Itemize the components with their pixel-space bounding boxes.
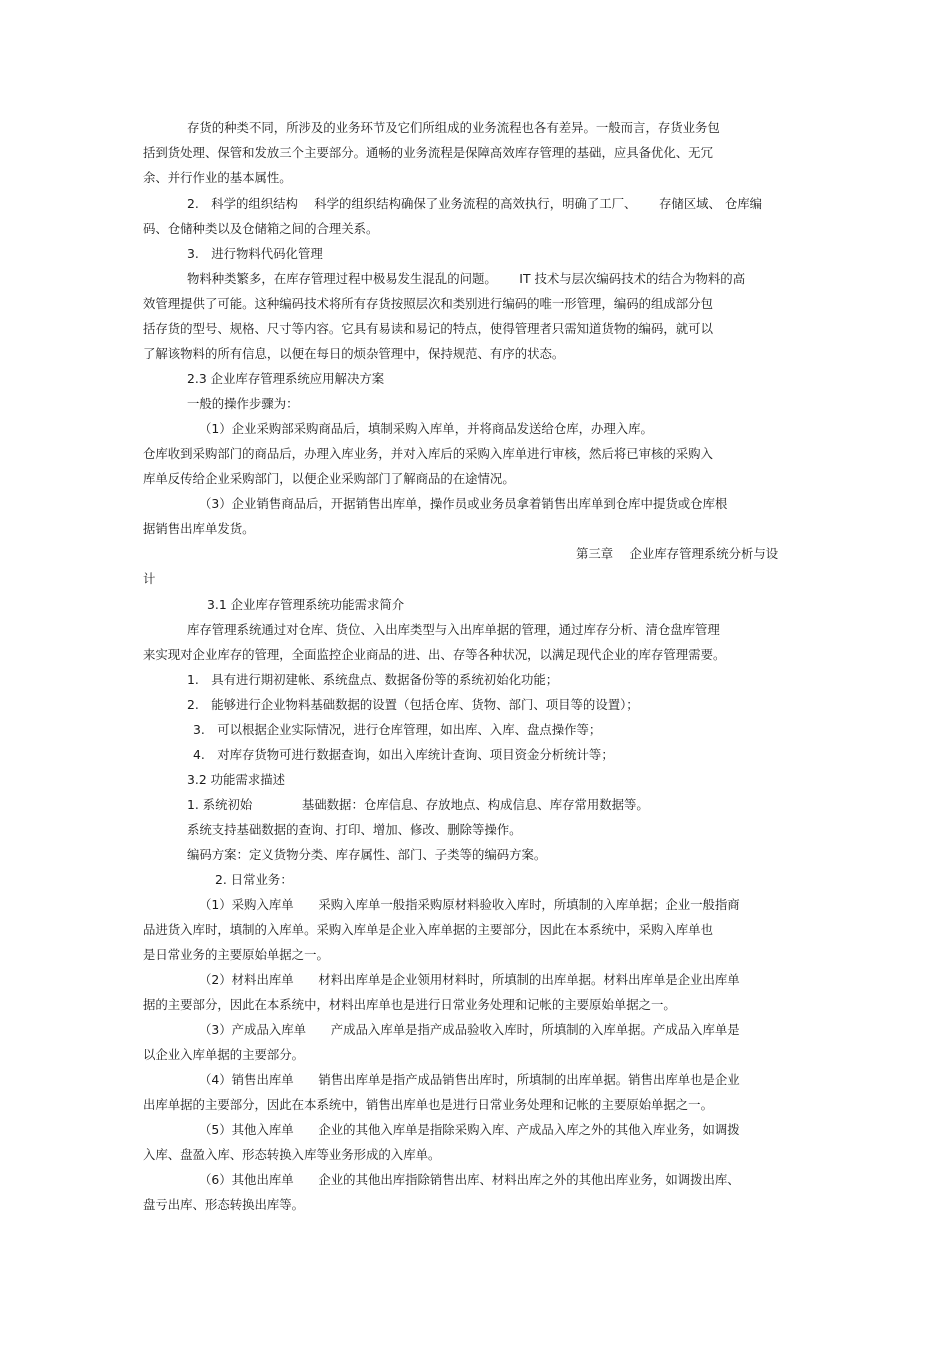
list-item: 3. 可以根据企业实际情况，进行仓库管理，如出库、入库、盘点操作等； [193,722,602,737]
chapter-heading-continuation: 计 [143,571,156,586]
text-line: 1. 系统初始 基础数据：仓库信息、存放地点、构成信息、库存常用数据等。 [187,797,649,812]
text-line: 盘亏出库、形态转换出库等。 [143,1197,305,1212]
text-line: 据销售出库单发货。 [143,521,255,536]
text-line: 码、仓储种类以及仓储箱之间的合理关系。 [143,221,379,236]
text-line: 效管理提供了可能。这种编码技术将所有存货按照层次和类别进行编码的唯一形管理，编码的组成部分包 [143,296,713,311]
text-line: 据的主要部分，因此在本系统中，材料出库单也是进行日常业务处理和记帐的主要原始单据之一。 [143,997,676,1012]
text-line: 来实现对企业库存的管理，全面监控企业商品的进、出、存等各种状况，以满足现代企业的库存管理需要。 [143,647,726,662]
section-heading: 3.2 功能需求描述 [187,772,285,787]
text-line: 括存货的型号、规格、尺寸等内容。它具有易读和易记的特点，使得管理者只需知道货物的编码，就可以 [143,321,713,336]
text-line: 存货的种类不同，所涉及的业务环节及它们所组成的业务流程也各有差异。一般而言，存货业务包 [187,120,720,135]
text-line: 了解该物料的所有信息，以便在每日的烦杂管理中，保持规范、有序的状态。 [143,346,565,361]
list-item: 1. 具有进行期初建帐、系统盘点、数据备份等的系统初始化功能； [187,672,559,687]
text-line: 品进货入库时，填制的入库单。采购入库单是企业入库单据的主要部分，因此在本系统中，采购入库单也 [143,922,713,937]
list-item: 2. 能够进行企业物料基础数据的设置（包括仓库、货物、部门、项目等的设置）； [187,697,639,712]
text-line: 编码方案：定义货物分类、库存属性、部门、子类等的编码方案。 [187,847,547,862]
text-line: 库单反传给企业采购部门，以便企业采购部门了解商品的在途情况。 [143,471,515,486]
text-line: （3）企业销售商品后，开据销售出库单，操作员或业务员拿着销售出库单到仓库中提货或仓库根 [199,496,728,511]
section-heading: 2.3 企业库存管理系统应用解决方案 [187,371,385,386]
text-line: （6）其他出库单 企业的其他出库指除销售出库、材料出库之外的其他出库业务，如调拨出库、 [199,1172,740,1187]
text-line: 2. 科学的组织结构 科学的组织结构确保了业务流程的高效执行，明确了工厂、 存储区域、 仓库编 [187,196,763,211]
text-line: 2. 日常业务： [215,872,293,887]
section-heading: 3.1 企业库存管理系统功能需求简介 [207,597,405,612]
text-line: 库存管理系统通过对仓库、货位、入出库类型与入出库单据的管理，通过库存分析、清仓盘库管理 [187,622,720,637]
chapter-heading: 第三章 企业库存管理系统分析与设 [576,546,779,561]
text-line: （2）材料出库单 材料出库单是企业领用材料时，所填制的出库单据。材料出库单是企业出库单 [199,972,740,987]
text-line: 余、并行作业的基本属性。 [143,170,292,185]
text-line: 物料种类繁多，在库存管理过程中极易发生混乱的问题。 IT 技术与层次编码技术的结合为物料的高 [187,271,746,286]
text-line: （4）销售出库单 销售出库单是指产成品销售出库时，所填制的出库单据。销售出库单也是企业 [199,1072,740,1087]
text-line: 系统支持基础数据的查询、打印、增加、修改、删除等操作。 [187,822,522,837]
text-line: 入库、盘盈入库、形态转换入库等业务形成的入库单。 [143,1147,441,1162]
text-line: 括到货处理、保管和发放三个主要部分。通畅的业务流程是保障高效库存管理的基础，应具备优化、无冗 [143,145,713,160]
text-line: 是日常业务的主要原始单据之一。 [143,947,329,962]
text-line: 仓库收到采购部门的商品后，办理入库业务，并对入库后的采购入库单进行审核，然后将已审核的采购入 [143,446,713,461]
text-line: 以企业入库单据的主要部分。 [143,1047,305,1062]
text-line: 3. 进行物料代码化管理 [187,246,323,261]
text-line: （5）其他入库单 企业的其他入库单是指除采购入库、产成品入库之外的其他入库业务，如调拨 [199,1122,740,1137]
text-line: （3）产成品入库单 产成品入库单是指产成品验收入库时，所填制的入库单据。产成品入库单是 [199,1022,740,1037]
text-line: （1）采购入库单 采购入库单一般指采购原材料验收入库时，所填制的入库单据；企业一般指商 [199,897,740,912]
text-line: 一般的操作步骤为： [187,396,299,411]
text-line: 出库单据的主要部分，因此在本系统中，销售出库单也是进行日常业务处理和记帐的主要原始单据之一。 [143,1097,713,1112]
text-line: （1）企业采购部采购商品后，填制采购入库单，并将商品发送给仓库，办理入库。 [199,421,653,436]
list-item: 4. 对库存货物可进行数据查询，如出入库统计查询、项目资金分析统计等； [193,747,614,762]
